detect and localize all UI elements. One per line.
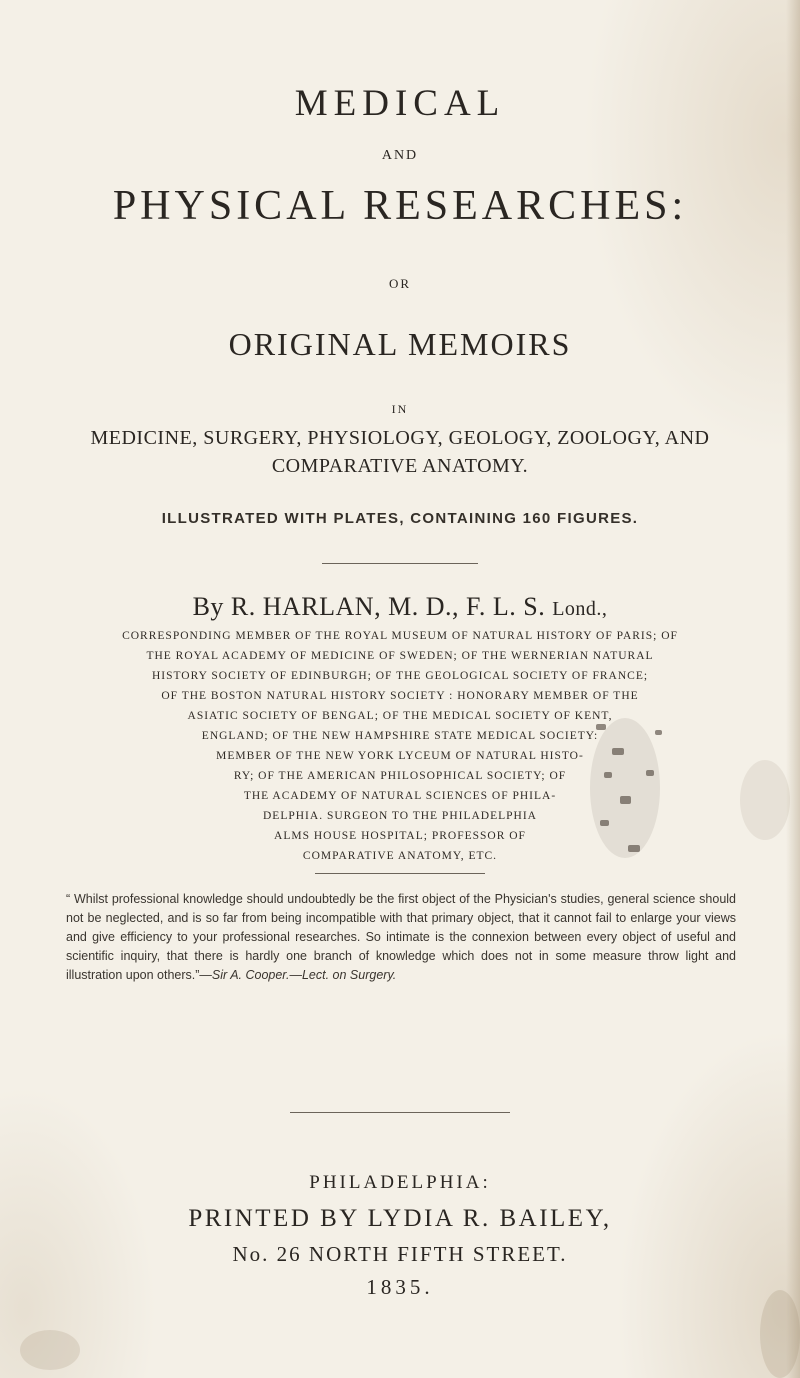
imprint-printer: PRINTED BY LYDIA R. BAILEY, [188,1205,612,1232]
corner-stain [20,1330,80,1370]
title-in: IN [391,402,409,416]
credential-line: ASIATIC SOCIETY OF BENGAL; OF THE MEDICAL SOCIETY OF KENT, [187,710,613,722]
divider-top [322,563,478,564]
credential-line: OF THE BOSTON NATURAL HISTORY SOCIETY : HONORARY MEMBER OF THE [161,690,639,702]
divider-bottom [290,1112,510,1113]
foxing-spot [604,772,612,778]
author-by: By [192,592,224,621]
credential-line: COMPARATIVE ANATOMY, ETC. [302,850,498,862]
subjects-line-1: MEDICINE, SURGERY, PHYSIOLOGY, GEOLOGY, ZOOLOGY, AND [90,427,710,449]
credential-line: THE ROYAL ACADEMY OF MEDICINE OF SWEDEN; OF THE WERNERIAN NATURAL [146,650,654,662]
author-name: R. HARLAN, M. D., F. L. S. [230,592,546,621]
author-lond: Lond., [552,598,608,620]
epigraph-quote [66,890,736,985]
foxing-stain [590,718,660,858]
foxing-spot [600,820,609,826]
title-original-memoirs: ORIGINAL MEMOIRS [228,326,572,362]
corner-stain [760,1290,800,1378]
subjects-line-2: COMPARATIVE ANATOMY. [271,455,529,477]
foxing-spot [646,770,654,776]
title-and: AND [381,148,419,163]
title-or: OR [388,276,412,291]
foxing-spot [628,845,640,852]
credential-line: ENGLAND; OF THE NEW HAMPSHIRE STATE MEDICAL SOCIETY: [201,730,599,742]
imprint-address: No. 26 NORTH FIFTH STREET. [232,1242,568,1266]
foxing-spot [612,748,624,755]
imprint-year: 1835. [366,1275,434,1299]
epigraph-attribution: Sir A. Cooper.—Lect. on Surgery. [211,968,397,982]
title-physical-researches: PHYSICAL RESEARCHES: [112,183,688,229]
foxing-spot [596,724,606,730]
credential-line: RY; OF THE AMERICAN PHILOSOPHICAL SOCIETY; OF [233,770,567,782]
credential-line: MEMBER OF THE NEW YORK LYCEUM OF NATURAL HISTO- [216,750,584,762]
credential-line: ALMS HOUSE HOSPITAL; PROFESSOR OF [274,830,526,842]
foxing-spot [655,730,662,735]
epigraph-text: “ Whilst professional knowledge should undoubtedly be the first object of the Physician's studies, general science should not be neglected, and is so far from being incompatible with that primary object, that it cannot fail to enlarge your views and give efficiency to your professional researches. So intimate is the connexion between every object of useful and scientific inquiry, that there is hardly one branch of knowledge which does not in some measure throw light and illustration upon others.”— [66,892,736,982]
credential-line: THE ACADEMY OF NATURAL SCIENCES OF PHILA- [243,790,557,802]
credential-line: DELPHIA. SURGEON TO THE PHILADELPHIA [263,810,537,822]
credential-line: HISTORY SOCIETY OF EDINBURGH; OF THE GEOLOGICAL SOCIETY OF FRANCE; [151,670,649,682]
illustrated-note: ILLUSTRATED WITH PLATES, CONTAINING 160 FIGURES. [161,510,639,527]
imprint-city: PHILADELPHIA: [309,1172,491,1193]
credential-line: CORRESPONDING MEMBER OF THE ROYAL MUSEUM OF NATURAL HISTORY OF PARIS; OF [122,630,678,642]
foxing-spot [620,796,631,804]
divider-middle [315,873,485,874]
author-line [0,592,800,622]
title-medical: MEDICAL [294,83,506,124]
margin-stain [740,760,790,840]
